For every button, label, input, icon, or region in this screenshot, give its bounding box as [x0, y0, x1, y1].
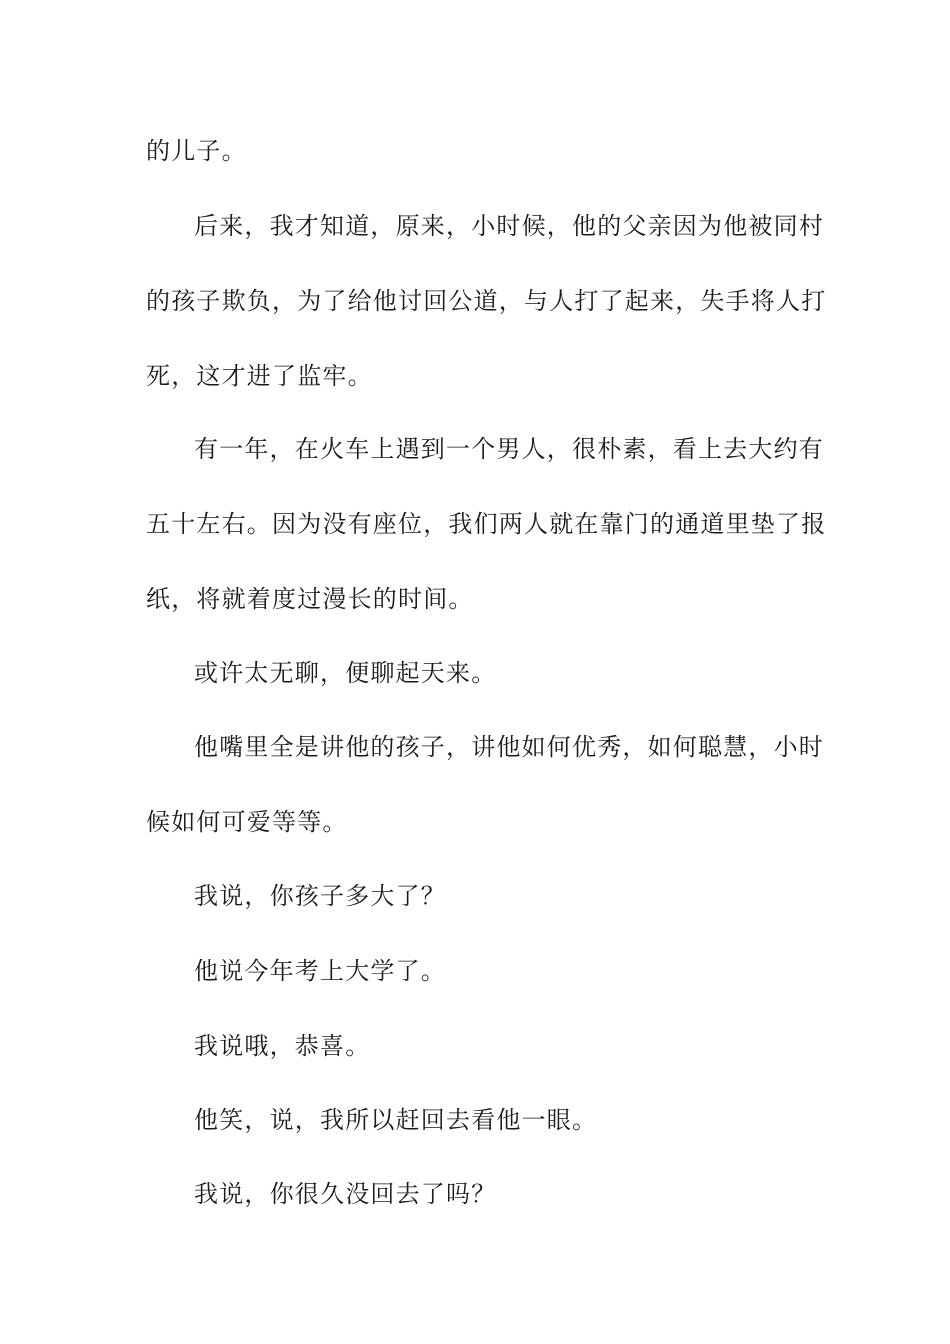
paragraph-first-line: 有一年，在火车上遇到一个男人，很朴素，看上去大约有	[194, 435, 824, 463]
text-line: 死，这才进了监牢。	[146, 362, 373, 390]
paragraph-first-line: 后来，我才知道，原来，小时候，他的父亲因为他被同村	[194, 212, 824, 240]
paragraph-first-line: 他说今年考上大学了。	[194, 957, 446, 985]
paragraph-first-line: 我说哦，恭喜。	[194, 1032, 371, 1060]
paragraph-first-line: 或许太无聊，便聊起天来。	[194, 659, 497, 687]
text-line: 纸，将就着度过漫长的时间。	[146, 585, 474, 613]
text-line: 候如何可爱等等。	[146, 808, 348, 836]
text-line: 的孩子欺负，为了给他讨回公道，与人打了起来，失手将人打	[146, 287, 827, 315]
paragraph-first-line: 我说，你很久没回去了吗？	[194, 1180, 497, 1208]
paragraph-first-line: 他嘴里全是讲他的孩子，讲他如何优秀，如何聪慧，小时	[194, 733, 824, 761]
text-line: 五十左右。因为没有座位，我们两人就在靠门的通道里垫了报	[146, 510, 827, 538]
text-line: 的儿子。	[146, 137, 247, 165]
paragraph-first-line: 我说，你孩子多大了？	[194, 882, 446, 910]
paragraph-first-line: 他笑，说，我所以赶回去看他一眼。	[194, 1106, 598, 1134]
